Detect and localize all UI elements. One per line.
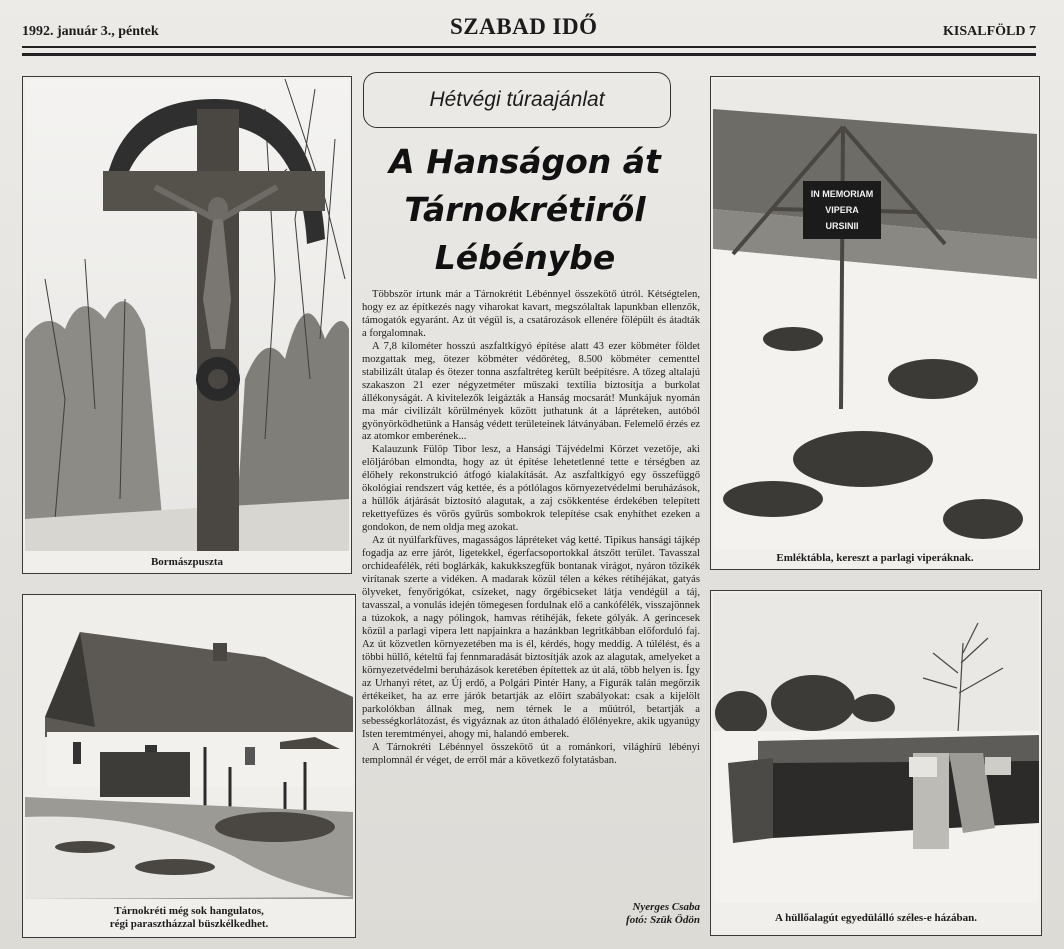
issue-date: 1992. január 3., péntek — [22, 24, 159, 39]
article-body — [362, 289, 700, 768]
photo-caption: Bormászpuszta — [150, 556, 224, 568]
masthead-rule-thick — [22, 53, 1036, 56]
paper-name-page: KISALFÖLD 7 — [943, 24, 1036, 39]
memorial-image — [713, 79, 1037, 549]
photo-caption: Emléktábla, kereszt a parlagi viperáknak. — [776, 552, 974, 564]
caption-line: régi parasztházzal büszkélkedhet. — [109, 918, 269, 930]
sign-line-3: URSINII — [825, 221, 859, 231]
article-headline — [355, 138, 695, 282]
photo-farmhouse — [22, 594, 356, 938]
masthead-rule — [22, 46, 1036, 48]
byline — [560, 901, 700, 927]
farmhouse-image — [25, 597, 353, 899]
photo-memorial — [710, 76, 1040, 570]
photo-tunnel — [710, 590, 1042, 936]
headline-line: Lébénybe — [434, 238, 616, 277]
caption-line: Tárnokréti még sok hangulatos, — [114, 905, 264, 917]
article-kicker: Hétvégi túraajánlat — [429, 88, 605, 111]
masthead — [0, 0, 1064, 62]
crucifix-image — [25, 79, 349, 551]
sign-line-2: VIPERA — [825, 205, 859, 215]
section-title: SZABAD IDŐ — [450, 14, 598, 39]
article-paragraph: Az út nyúlfarkfüves, magasságos lápréteket vág ketté. Tipikus hansági tájkép fogadja az erre járót, ligetekkel, égerfacsoportokkal átszőtt terület. Tavasszal orchideafélék, réti boglárkák, kakukkszegfűk bontanak virágot, nyáron tőzikék virítanak szerte a vidéken. A madarak közül télen a kékes rétihéjákat, gatyás ölyveket, fenyőrigókat, csízeket, nagy őrgébicseket látja vendégül a táj, tavasszal, a vonulás idején tömegesen fordulnak elő a cankófélék, visszajönnek a túzokok, a nagy pólingok, hamvas rétihéják, fekete gólyák. A gerincesek közül a parlagi vipera lett napjainkra a hazánkban legritkábban előforduló faj. Az út közvetlen környezetében ma is él, kérdés, hogy meddig. A túlélést, és a többi hüllő, kételtű faj fennmaradását biztosítják azok az alagutak, amelyeket a környezetvédelmi beruházások keretében építettek az út alá, több helyen is. Így az Urhanyi rétet, az Új erdő, a Polgári Pintér Hany, a Figurák talán megőrzik értékeiket, ha az erre járók betartják az előírt szabályokat: csak a kijelölt parkolókban állnak meg, nem térnek le a műútról, betartják a sebességkorlátozást, és vigyáznak az úton áthaladó élőlényekre, akik ugyanúgy Isten teremtményei, ahogy mi, halandó emberek. — [362, 535, 700, 741]
article-paragraph: Többször írtunk már a Tárnokrétit Lébénnyel összekötő útról. Kétségtelen, hogy ez az építkezés nagy viharokat kavart, megszólaltak lapunkban ellenzők, támogatók egyaránt. Az út végül is, a csatározások ellenére fölépült és átadták a forgalomnak. — [362, 289, 700, 339]
photo-crucifix — [22, 76, 352, 574]
tunnel-image — [713, 593, 1039, 903]
photo-caption: A hüllőalagút egyedülálló széles-e házában. — [775, 912, 977, 924]
sign-line-1: IN MEMORIAM — [810, 189, 874, 199]
headline-line: Tárnokrétiről — [404, 190, 646, 229]
article-paragraph: A Tárnokréti Lébénnyel összekötő út a románkori, világhírű lébényi templomnál ér véget, de erről már a következő folytatásban. — [362, 742, 700, 767]
article-paragraph: Kalauzunk Fülöp Tibor lesz, a Hansági Tájvédelmi Körzet vezetője, aki elöljáróban elmondta, hogy az út építése lehetetlenné tette e térségben az élőhely rekonstrukció átfogó kialakítását. Az aszfaltkígyó egy összefüggő ökológiai rendszert vág kettée, és a pótlólagos környezetvédelmi beruházások, a hüllők átjárását biztosító alagutak, a zaj csökkentése érdekében telepített rekettyefűzes és vörös gyűrűs sombokrok telepítése csak enyhíthet ezeken a gondokon, de nem oldja meg azokat. — [362, 444, 700, 534]
headline-line: A Hanságon át — [389, 142, 661, 181]
photo-credit: fotó: Szük Ödön — [626, 914, 700, 926]
author-name: Nyerges Csaba — [632, 901, 700, 913]
article-paragraph: A 7,8 kilométer hosszú aszfaltkígyó építése alatt 43 ezer köbméter földet mozgattak meg, ötezer köbméter védőréteg, 8.500 köbméter cementtel stabilizált útalap és ötezer tonna aszfaltréteg került beépítésre. A tőzeg altalajú szakaszon 21 ezer négyzetméter műszaki textília biztosítja a burkolat állékonyságát. A kivitelezők leigázták a Hanság mocsarát! Munkájuk nyomán ma már civilizált körülmények között juthatunk át a lápréteken, autóból gyönyörködhetünk a Hanság védett területeinek látványában. Felemelő érzés ez az atomkor emberének... — [362, 340, 700, 443]
kicker-box — [363, 72, 671, 128]
photo-caption — [23, 905, 355, 931]
